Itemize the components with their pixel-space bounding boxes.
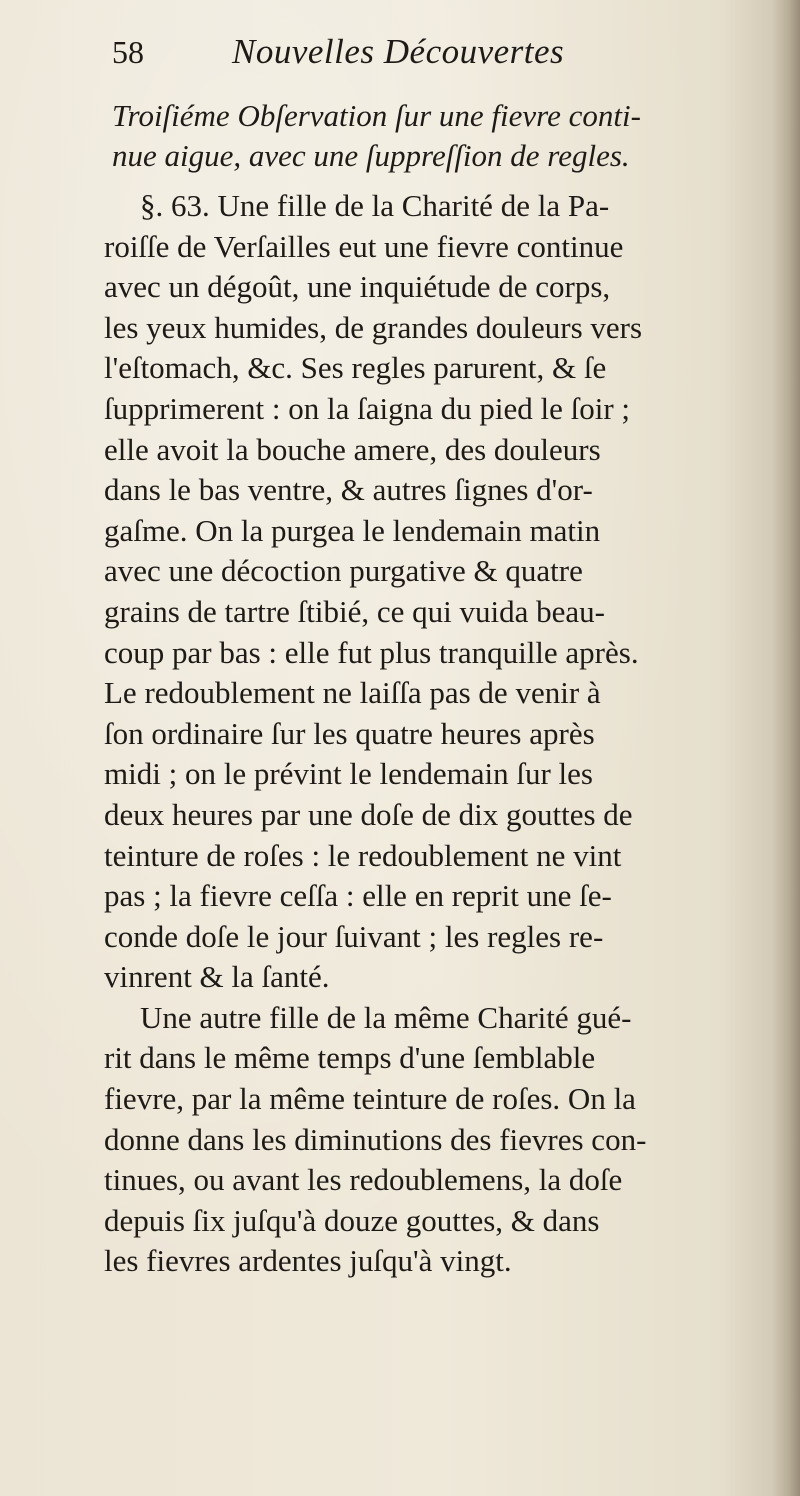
text-line: donne dans les diminutions des fievres con- [104,1121,647,1157]
text-line: rit dans le même temps d'une ſemblable [104,1040,596,1076]
text-line: Le redoublement ne laiſſa pas de venir à [104,675,601,711]
text-line: pas ; la fievre ceſſa : elle en reprit une ſe- [104,878,612,914]
text-line: vinrent & la ſanté. [104,959,330,995]
text-line: roiſſe de Verſailles eut une fievre continue [104,228,624,264]
text-line: fievre, par la même teinture de roſes. On la [104,1081,636,1117]
text-line: gaſme. On la purgea le lendemain matin [104,512,601,548]
paragraph-1 [104,186,764,998]
text-line: midi ; on le prévint le lendemain ſur les [104,756,593,792]
page-header [112,28,752,78]
observation-title [112,96,772,176]
text-line: tinues, ou avant les redoublemens, la doſe [104,1162,623,1198]
text-line: avec une décoction purgative & quatre [104,553,583,589]
text-line: elle avoit la bouche amere, des douleurs [104,431,601,467]
text-line: deux heures par une doſe de dix gouttes de [104,796,633,832]
text-line: grains de tartre ſtibié, ce qui vuida beau- [104,593,605,629]
title-line: nue aigue, avec une ſuppreſſion de regles. [112,138,630,173]
page-number: 58 [112,34,144,70]
text-line: conde doſe le jour ſuivant ; les regles re- [104,918,604,954]
text-line: coup par bas : elle fut plus tranquille après. [104,634,639,670]
text-line: dans le bas ventre, & autres ſignes d'or- [104,472,593,508]
text-line: les fievres ardentes juſqu'à vingt. [104,1243,512,1279]
running-title: Nouvelles Découvertes [232,32,565,71]
page-edge-shadow [772,0,800,1496]
paragraph-2 [104,998,764,1282]
text-line: §. 63. Une fille de la Charité de la Pa- [140,188,610,223]
text-line: depuis ſix juſqu'à douze gouttes, & dans [104,1202,600,1238]
text-line: teinture de roſes : le redoublement ne vint [104,837,622,873]
text-line: les yeux humides, de grandes douleurs vers [104,309,643,345]
body-text [104,186,764,1282]
text-line: l'eſtomach, &c. Ses regles parurent, & ſe [104,350,607,386]
title-line: Troiſiéme Obſervation ſur une fievre conti- [112,98,641,133]
text-line: ſon ordinaire ſur les quatre heures après [104,715,595,751]
text-line: Une autre fille de la même Charité gué- [140,999,632,1035]
text-line: avec un dégoût, une inquiétude de corps, [104,269,611,305]
text-line: ſupprimerent : on la ſaigna du pied le ſoir ; [104,390,631,426]
